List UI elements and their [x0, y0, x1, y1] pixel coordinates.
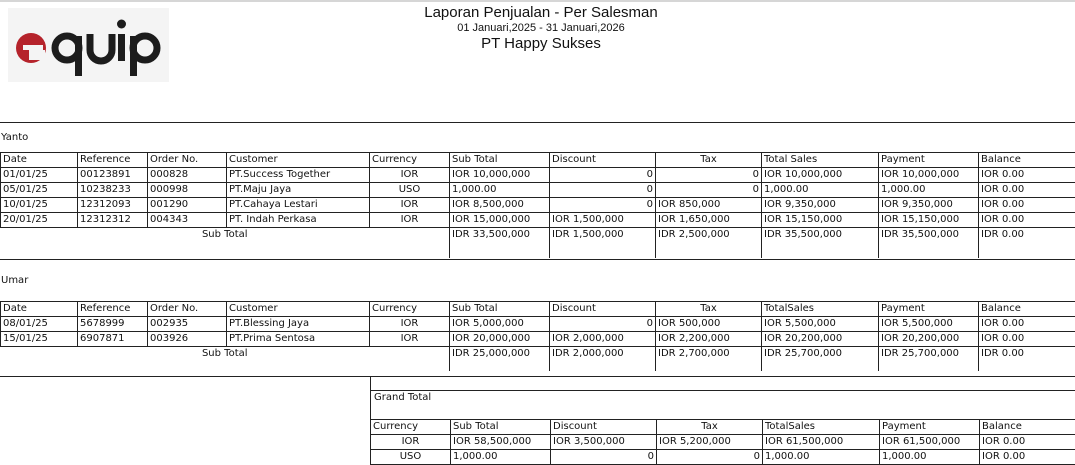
cell-balance: IOR 0.00 [979, 198, 1075, 213]
cell-discount: 0 [550, 168, 656, 183]
col-header: Discount [550, 153, 656, 168]
cell-date: 05/01/25 [1, 183, 78, 198]
sales-table-yanto [0, 152, 1075, 258]
cell-discount: 0 [550, 317, 656, 332]
cell-total-sales: IOR 61,500,000 [763, 435, 880, 450]
subtotal-row [1, 347, 1075, 372]
cell-currency: IOR [370, 317, 450, 332]
col-header: Balance [979, 302, 1075, 317]
cell-balance: IOR 0.00 [980, 435, 1075, 450]
cell-tax: 0 [656, 168, 762, 183]
cell-customer: PT.Prima Sentosa [227, 332, 370, 347]
col-header: TotalSales [763, 420, 880, 435]
cell-sub-total: IOR 58,500,000 [451, 435, 551, 450]
cell-balance: IOR 0.00 [979, 317, 1075, 332]
cell-balance: IOR 0.00 [979, 332, 1075, 347]
table-header-row [371, 420, 1075, 435]
cell-reference: 12312093 [78, 198, 148, 213]
cell-tax: IOR 5,200,000 [657, 435, 763, 450]
table-row [371, 450, 1075, 465]
cell-order-no: 003926 [148, 332, 227, 347]
col-header: Payment [879, 153, 979, 168]
col-header: Discount [550, 302, 656, 317]
cell-date: 15/01/25 [1, 332, 78, 347]
cell-payment: IOR 15,150,000 [879, 213, 979, 228]
cell-balance: IOR 0.00 [979, 213, 1075, 228]
table-row [1, 317, 1075, 332]
col-header: Customer [227, 153, 370, 168]
cell-reference: 00123891 [78, 168, 148, 183]
table-row [1, 213, 1075, 228]
col-header: Order No. [148, 153, 227, 168]
cell-tax: 0 [656, 183, 762, 198]
col-header: Tax [657, 420, 763, 435]
subtotal-label: Sub Total [1, 347, 450, 372]
subtotal-label: Sub Total [1, 228, 450, 259]
cell-reference: 6907871 [78, 332, 148, 347]
subtotal-discount: IDR 1,500,000 [550, 228, 656, 259]
cell-total-sales: IOR 15,150,000 [762, 213, 879, 228]
cell-balance: IOR 0.00 [979, 183, 1075, 198]
cell-order-no: 001290 [148, 198, 227, 213]
cell-reference: 5678999 [78, 317, 148, 332]
col-header: Reference [78, 153, 148, 168]
cell-payment: IOR 20,200,000 [879, 332, 979, 347]
cell-sub-total: IOR 20,000,000 [450, 332, 550, 347]
cell-discount: 0 [550, 198, 656, 213]
cell-payment: 1,000.00 [880, 450, 980, 465]
cell-date: 01/01/25 [1, 168, 78, 183]
col-header: Tax [656, 153, 762, 168]
subtotal-sub-total: IDR 25,000,000 [450, 347, 550, 372]
cell-total-sales: 1,000.00 [763, 450, 880, 465]
cell-currency: USO [370, 183, 450, 198]
salesman-name: Umar [1, 275, 29, 286]
grand-total-divider [370, 390, 1075, 391]
cell-total-sales: 1,000.00 [762, 183, 879, 198]
cell-currency: IOR [370, 332, 450, 347]
col-header: Balance [979, 153, 1075, 168]
table-header-row [1, 153, 1075, 168]
cell-tax: IOR 2,200,000 [656, 332, 762, 347]
subtotal-payment: IDR 35,500,000 [879, 228, 979, 259]
cell-order-no: 002935 [148, 317, 227, 332]
cell-reference: 12312312 [78, 213, 148, 228]
cell-payment: 1,000.00 [879, 183, 979, 198]
col-header: Currency [371, 420, 451, 435]
section-divider [0, 122, 1075, 123]
cell-discount: IOR 3,500,000 [551, 435, 657, 450]
table-row [371, 435, 1075, 450]
subtotal-total-sales: IDR 35,500,000 [762, 228, 879, 259]
cell-payment: IOR 9,350,000 [879, 198, 979, 213]
cell-sub-total: IOR 15,000,000 [450, 213, 550, 228]
cell-total-sales: IOR 9,350,000 [762, 198, 879, 213]
col-header: Payment [880, 420, 980, 435]
cell-customer: PT.Success Together [227, 168, 370, 183]
col-header: Customer [227, 302, 370, 317]
cell-date: 08/01/25 [1, 317, 78, 332]
cell-currency: IOR [370, 168, 450, 183]
col-header: Currency [370, 302, 450, 317]
cell-currency: IOR [370, 213, 450, 228]
grand-total-table [370, 419, 1075, 465]
cell-sub-total: IOR 8,500,000 [450, 198, 550, 213]
company-name: PT Happy Sukses [481, 35, 601, 52]
report-period: 01 Januari,2025 - 31 Januari,2026 [457, 22, 625, 34]
col-header: Sub Total [450, 302, 550, 317]
cell-sub-total: 1,000.00 [450, 183, 550, 198]
col-header: Total Sales [762, 153, 879, 168]
cell-currency: IOR [370, 198, 450, 213]
subtotal-discount: IDR 2,000,000 [550, 347, 656, 372]
cell-discount: 0 [550, 183, 656, 198]
cell-sub-total: IOR 5,000,000 [450, 317, 550, 332]
col-header: Balance [980, 420, 1075, 435]
table-row [1, 183, 1075, 198]
cell-date: 10/01/25 [1, 198, 78, 213]
col-header: Sub Total [450, 153, 550, 168]
cell-tax: IOR 500,000 [656, 317, 762, 332]
subtotal-balance: IDR 0.00 [979, 228, 1075, 259]
cell-payment: IOR 61,500,000 [880, 435, 980, 450]
subtotal-sub-total: IDR 33,500,000 [450, 228, 550, 259]
sheet-top-border [0, 0, 1075, 2]
cell-customer: PT. Indah Perkasa [227, 213, 370, 228]
col-header: TotalSales [762, 302, 879, 317]
equip-logo-icon [9, 10, 169, 80]
table-row [1, 198, 1075, 213]
cell-sub-total: 1,000.00 [451, 450, 551, 465]
cell-payment: IOR 10,000,000 [879, 168, 979, 183]
cell-tax: 0 [657, 450, 763, 465]
col-header: Discount [551, 420, 657, 435]
subtotal-total-sales: IDR 25,700,000 [762, 347, 879, 372]
cell-discount: IOR 2,000,000 [550, 332, 656, 347]
col-header: Reference [78, 302, 148, 317]
section-divider [0, 259, 1075, 260]
cell-payment: IOR 5,500,000 [879, 317, 979, 332]
cell-order-no: 000998 [148, 183, 227, 198]
salesman-name: Yanto [1, 132, 29, 143]
cell-reference: 10238233 [78, 183, 148, 198]
cell-balance: IOR 0.00 [979, 168, 1075, 183]
col-header: Tax [656, 302, 762, 317]
cell-customer: PT.Blessing Jaya [227, 317, 370, 332]
table-row [1, 168, 1075, 183]
sales-table-umar [0, 301, 1075, 371]
cell-discount: IOR 1,500,000 [550, 213, 656, 228]
cell-currency: IOR [371, 435, 451, 450]
cell-tax: IOR 1,650,000 [656, 213, 762, 228]
cell-order-no: 000828 [148, 168, 227, 183]
subtotal-balance: IDR 0.00 [979, 347, 1075, 372]
report-title: Laporan Penjualan - Per Salesman [424, 4, 658, 21]
cell-total-sales: IOR 5,500,000 [762, 317, 879, 332]
cell-total-sales: IOR 20,200,000 [762, 332, 879, 347]
cell-customer: PT.Maju Jaya [227, 183, 370, 198]
cell-discount: 0 [551, 450, 657, 465]
subtotal-tax: IDR 2,700,000 [656, 347, 762, 372]
col-header: Date [1, 302, 78, 317]
subtotal-row [1, 228, 1075, 259]
col-header: Payment [879, 302, 979, 317]
grand-total-label: Grand Total [374, 392, 432, 403]
cell-customer: PT.Cahaya Lestari [227, 198, 370, 213]
cell-tax: IOR 850,000 [656, 198, 762, 213]
cell-sub-total: IOR 10,000,000 [450, 168, 550, 183]
cell-date: 20/01/25 [1, 213, 78, 228]
section-divider [0, 376, 1075, 377]
company-logo [8, 8, 169, 82]
col-header: Currency [370, 153, 450, 168]
cell-currency: USO [371, 450, 451, 465]
col-header: Order No. [148, 302, 227, 317]
subtotal-tax: IDR 2,500,000 [656, 228, 762, 259]
subtotal-payment: IDR 25,700,000 [879, 347, 979, 372]
cell-order-no: 004343 [148, 213, 227, 228]
table-row [1, 332, 1075, 347]
col-header: Date [1, 153, 78, 168]
table-header-row [1, 302, 1075, 317]
cell-total-sales: IOR 10,000,000 [762, 168, 879, 183]
cell-balance: IOR 0.00 [980, 450, 1075, 465]
col-header: Sub Total [451, 420, 551, 435]
